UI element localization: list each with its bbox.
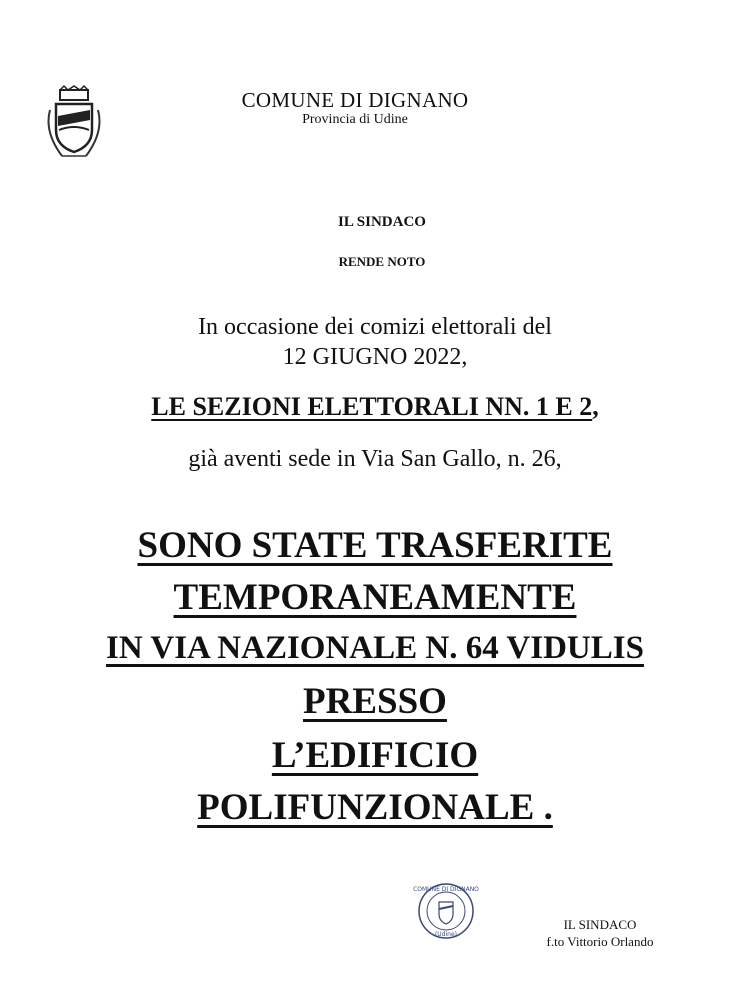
- comune-name: COMUNE DI DIGNANO: [241, 88, 469, 112]
- notice-sezioni: [0, 392, 750, 422]
- stamp-text-top: COMUNE DI DIGNANO: [413, 886, 479, 893]
- official-stamp-icon: [413, 882, 479, 940]
- announcement-text-6: POLIFUNZIONALE .: [197, 787, 553, 828]
- announcement-text-3: IN VIA NAZIONALE N. 64 VIDULIS: [106, 630, 644, 666]
- announcement-line-2: [0, 576, 750, 619]
- announcement-line-6: [0, 786, 750, 829]
- signature-name: f.to Vittorio Orlando: [546, 934, 654, 949]
- signature-title: IL SINDACO: [563, 917, 637, 932]
- sezioni-comma: ,: [592, 392, 599, 421]
- provincia-name: Provincia di Udine: [302, 112, 408, 127]
- notice-line-1: In occasione dei comizi elettorali del: [198, 314, 552, 340]
- announcement-text-4: PRESSO: [303, 681, 447, 722]
- notice-date: 12 GIUGNO 2022,: [282, 344, 468, 370]
- announcement-line-4: [0, 680, 750, 723]
- signature-block: [520, 916, 680, 950]
- announcement-line-1: [0, 524, 750, 567]
- notice-former-seat: già aventi sede in Via San Gallo, n. 26,: [188, 446, 562, 472]
- header: [200, 88, 510, 128]
- municipal-crest-icon: [42, 86, 106, 162]
- announcement-text-2: TEMPORANEAMENTE: [173, 577, 577, 618]
- rende-noto-heading: RENDE NOTO: [338, 254, 426, 269]
- announcement-line-5: [0, 734, 750, 777]
- announcement-text-1: SONO STATE TRASFERITE: [137, 525, 613, 566]
- announcement-text-5: L’EDIFICIO: [271, 735, 479, 776]
- stamp-text-bottom: (Udine): [434, 931, 458, 938]
- announcement-line-3: [0, 630, 750, 667]
- sezioni-text: LE SEZIONI ELETTORALI NN. 1 E 2: [151, 392, 593, 421]
- sindaco-heading: IL SINDACO: [338, 214, 426, 230]
